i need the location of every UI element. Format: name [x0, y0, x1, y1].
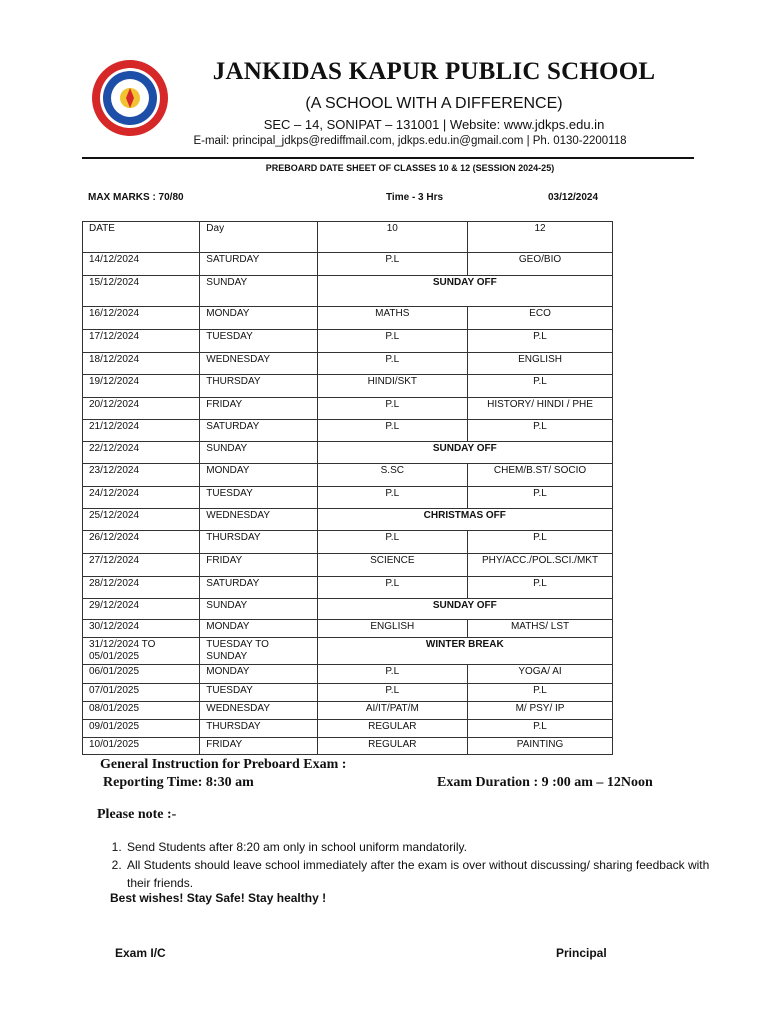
cell-class-12: PHY/ACC./POL.SCI./MKT [468, 554, 613, 577]
cell-date: 23/12/2024 [83, 464, 200, 487]
header-day: Day [200, 222, 317, 253]
cell-day: MONDAY [200, 620, 317, 638]
cell-date: 22/12/2024 [83, 442, 200, 464]
header-class-10: 10 [317, 222, 467, 253]
cell-day: TUESDAY [200, 487, 317, 509]
cell-class-12: P.L [468, 330, 613, 353]
instructions-title: General Instruction for Preboard Exam : [100, 757, 347, 772]
cell-date: 31/12/2024 TO 05/01/2025 [83, 638, 200, 665]
exam-ic-signature: Exam I/C [115, 946, 166, 960]
school-logo [90, 58, 170, 138]
table-row [83, 420, 613, 442]
cell-class-10: P.L [317, 253, 467, 276]
date-sheet-table [82, 221, 613, 755]
school-tagline: (A SCHOOL WITH A DIFFERENCE) [305, 95, 563, 112]
cell-class-12: YOGA/ AI [468, 665, 613, 684]
cell-class-12: ENGLISH [468, 353, 613, 375]
cell-date: 30/12/2024 [83, 620, 200, 638]
cell-class-10: P.L [317, 531, 467, 554]
cell-class-10: P.L [317, 420, 467, 442]
cell-day: TUESDAY [200, 330, 317, 353]
cell-class-10: P.L [317, 665, 467, 684]
cell-class-10: ENGLISH [317, 620, 467, 638]
table-row [83, 554, 613, 577]
max-marks: MAX MARKS : 70/80 [88, 192, 184, 203]
notes-list [104, 838, 715, 892]
table-row [83, 684, 613, 702]
cell-day: MONDAY [200, 307, 317, 330]
cell-class-10: P.L [317, 684, 467, 702]
cell-date: 07/01/2025 [83, 684, 200, 702]
school-address: SEC – 14, SONIPAT – 131001 | Website: www.jdkps.edu.in [263, 117, 605, 132]
cell-day: SATURDAY [200, 420, 317, 442]
table-row [83, 375, 613, 398]
cell-date: 25/12/2024 [83, 509, 200, 531]
cell-date: 24/12/2024 [83, 487, 200, 509]
table-row [83, 509, 613, 531]
cell-date: 15/12/2024 [83, 276, 200, 307]
table-row [83, 620, 613, 638]
cell-class-12: P.L [468, 684, 613, 702]
cell-date: 27/12/2024 [83, 554, 200, 577]
exam-time: Time - 3 Hrs [386, 192, 444, 203]
cell-class-10: SCIENCE [317, 554, 467, 577]
logo-petals [92, 60, 168, 136]
cell-class-10: MATHS [317, 307, 467, 330]
table-header-row [83, 222, 613, 253]
cell-class-12: PAINTING [468, 738, 613, 755]
cell-date: 14/12/2024 [83, 253, 200, 276]
cell-class-12: P.L [468, 577, 613, 599]
cell-date: 10/01/2025 [83, 738, 200, 755]
cell-date: 28/12/2024 [83, 577, 200, 599]
cell-date: 16/12/2024 [83, 307, 200, 330]
cell-day: THURSDAY [200, 375, 317, 398]
cell-day: MONDAY [200, 464, 317, 487]
table-row [83, 307, 613, 330]
table-row [83, 276, 613, 307]
cell-holiday: SUNDAY OFF [317, 276, 612, 307]
cell-class-12: GEO/BIO [468, 253, 613, 276]
please-note-heading: Please note :- [97, 807, 177, 822]
school-contact: E-mail: principal_jdkps@rediffmail.com, jdkps.edu.in@gmail.com | Ph. 0130-2200118 [193, 135, 627, 147]
cell-day: SUNDAY [200, 276, 317, 307]
cell-day: SUNDAY [200, 599, 317, 620]
cell-class-12: M/ PSY/ IP [468, 702, 613, 720]
cell-day: MONDAY [200, 665, 317, 684]
cell-holiday: WINTER BREAK [317, 638, 612, 665]
school-name: JANKIDAS KAPUR PUBLIC SCHOOL [212, 58, 656, 85]
table-row [83, 720, 613, 738]
cell-class-12: P.L [468, 531, 613, 554]
cell-class-12: P.L [468, 375, 613, 398]
principal-signature: Principal [556, 946, 607, 960]
cell-date: 17/12/2024 [83, 330, 200, 353]
table-row [83, 599, 613, 620]
date-sheet-title: PREBOARD DATE SHEET OF CLASSES 10 & 12 (SESSION 2024-25) [265, 163, 555, 173]
cell-day: TUESDAY TO SUNDAY [200, 638, 317, 665]
cell-class-12: P.L [468, 487, 613, 509]
cell-date: 21/12/2024 [83, 420, 200, 442]
cell-class-10: HINDI/SKT [317, 375, 467, 398]
cell-class-10: P.L [317, 353, 467, 375]
cell-class-10: S.SC [317, 464, 467, 487]
table-row [83, 487, 613, 509]
cell-class-12: ECO [468, 307, 613, 330]
table-row [83, 638, 613, 665]
table-body [83, 253, 613, 755]
table-row [83, 531, 613, 554]
cell-class-10: P.L [317, 577, 467, 599]
header-date: DATE [83, 222, 200, 253]
best-wishes: Best wishes! Stay Safe! Stay healthy ! [110, 891, 327, 905]
cell-class-12: CHEM/B.ST/ SOCIO [468, 464, 613, 487]
table-row [83, 398, 613, 420]
cell-date: 29/12/2024 [83, 599, 200, 620]
cell-day: THURSDAY [200, 720, 317, 738]
issue-date: 03/12/2024 [548, 192, 599, 203]
cell-date: 08/01/2025 [83, 702, 200, 720]
note-item: 2. All Students should leave school immediately after the exam is over without discussing/ sharing feedback with their friends. [125, 856, 715, 892]
table-row [83, 253, 613, 276]
header-class-12: 12 [468, 222, 613, 253]
cell-class-10: REGULAR [317, 738, 467, 755]
note-item: 1. Send Students after 8:20 am only in school uniform mandatorily. [125, 838, 715, 856]
cell-class-10: REGULAR [317, 720, 467, 738]
table-row [83, 464, 613, 487]
cell-day: SATURDAY [200, 253, 317, 276]
cell-date: 18/12/2024 [83, 353, 200, 375]
cell-class-12: MATHS/ LST [468, 620, 613, 638]
table-row [83, 738, 613, 755]
cell-holiday: SUNDAY OFF [317, 442, 612, 464]
cell-day: THURSDAY [200, 531, 317, 554]
cell-class-10: P.L [317, 398, 467, 420]
cell-class-12: P.L [468, 420, 613, 442]
cell-day: SUNDAY [200, 442, 317, 464]
cell-day: WEDNESDAY [200, 509, 317, 531]
cell-day: FRIDAY [200, 554, 317, 577]
table-row [83, 353, 613, 375]
cell-day: FRIDAY [200, 738, 317, 755]
table-row [83, 330, 613, 353]
header-divider [82, 157, 694, 159]
cell-day: TUESDAY [200, 684, 317, 702]
cell-class-12: P.L [468, 720, 613, 738]
table-row [83, 702, 613, 720]
table-row [83, 442, 613, 464]
cell-date: 09/01/2025 [83, 720, 200, 738]
cell-date: 06/01/2025 [83, 665, 200, 684]
cell-class-10: P.L [317, 487, 467, 509]
cell-class-10: P.L [317, 330, 467, 353]
cell-day: WEDNESDAY [200, 702, 317, 720]
cell-date: 19/12/2024 [83, 375, 200, 398]
exam-duration: Exam Duration : 9 :00 am – 12Noon [437, 775, 653, 790]
cell-holiday: SUNDAY OFF [317, 599, 612, 620]
cell-class-12: HISTORY/ HINDI / PHE [468, 398, 613, 420]
cell-date: 20/12/2024 [83, 398, 200, 420]
table-row [83, 577, 613, 599]
table-row [83, 665, 613, 684]
cell-day: WEDNESDAY [200, 353, 317, 375]
cell-date: 26/12/2024 [83, 531, 200, 554]
cell-class-10: AI/IT/PAT/M [317, 702, 467, 720]
reporting-time: Reporting Time: 8:30 am [103, 775, 254, 790]
cell-day: FRIDAY [200, 398, 317, 420]
cell-holiday: CHRISTMAS OFF [317, 509, 612, 531]
cell-day: SATURDAY [200, 577, 317, 599]
